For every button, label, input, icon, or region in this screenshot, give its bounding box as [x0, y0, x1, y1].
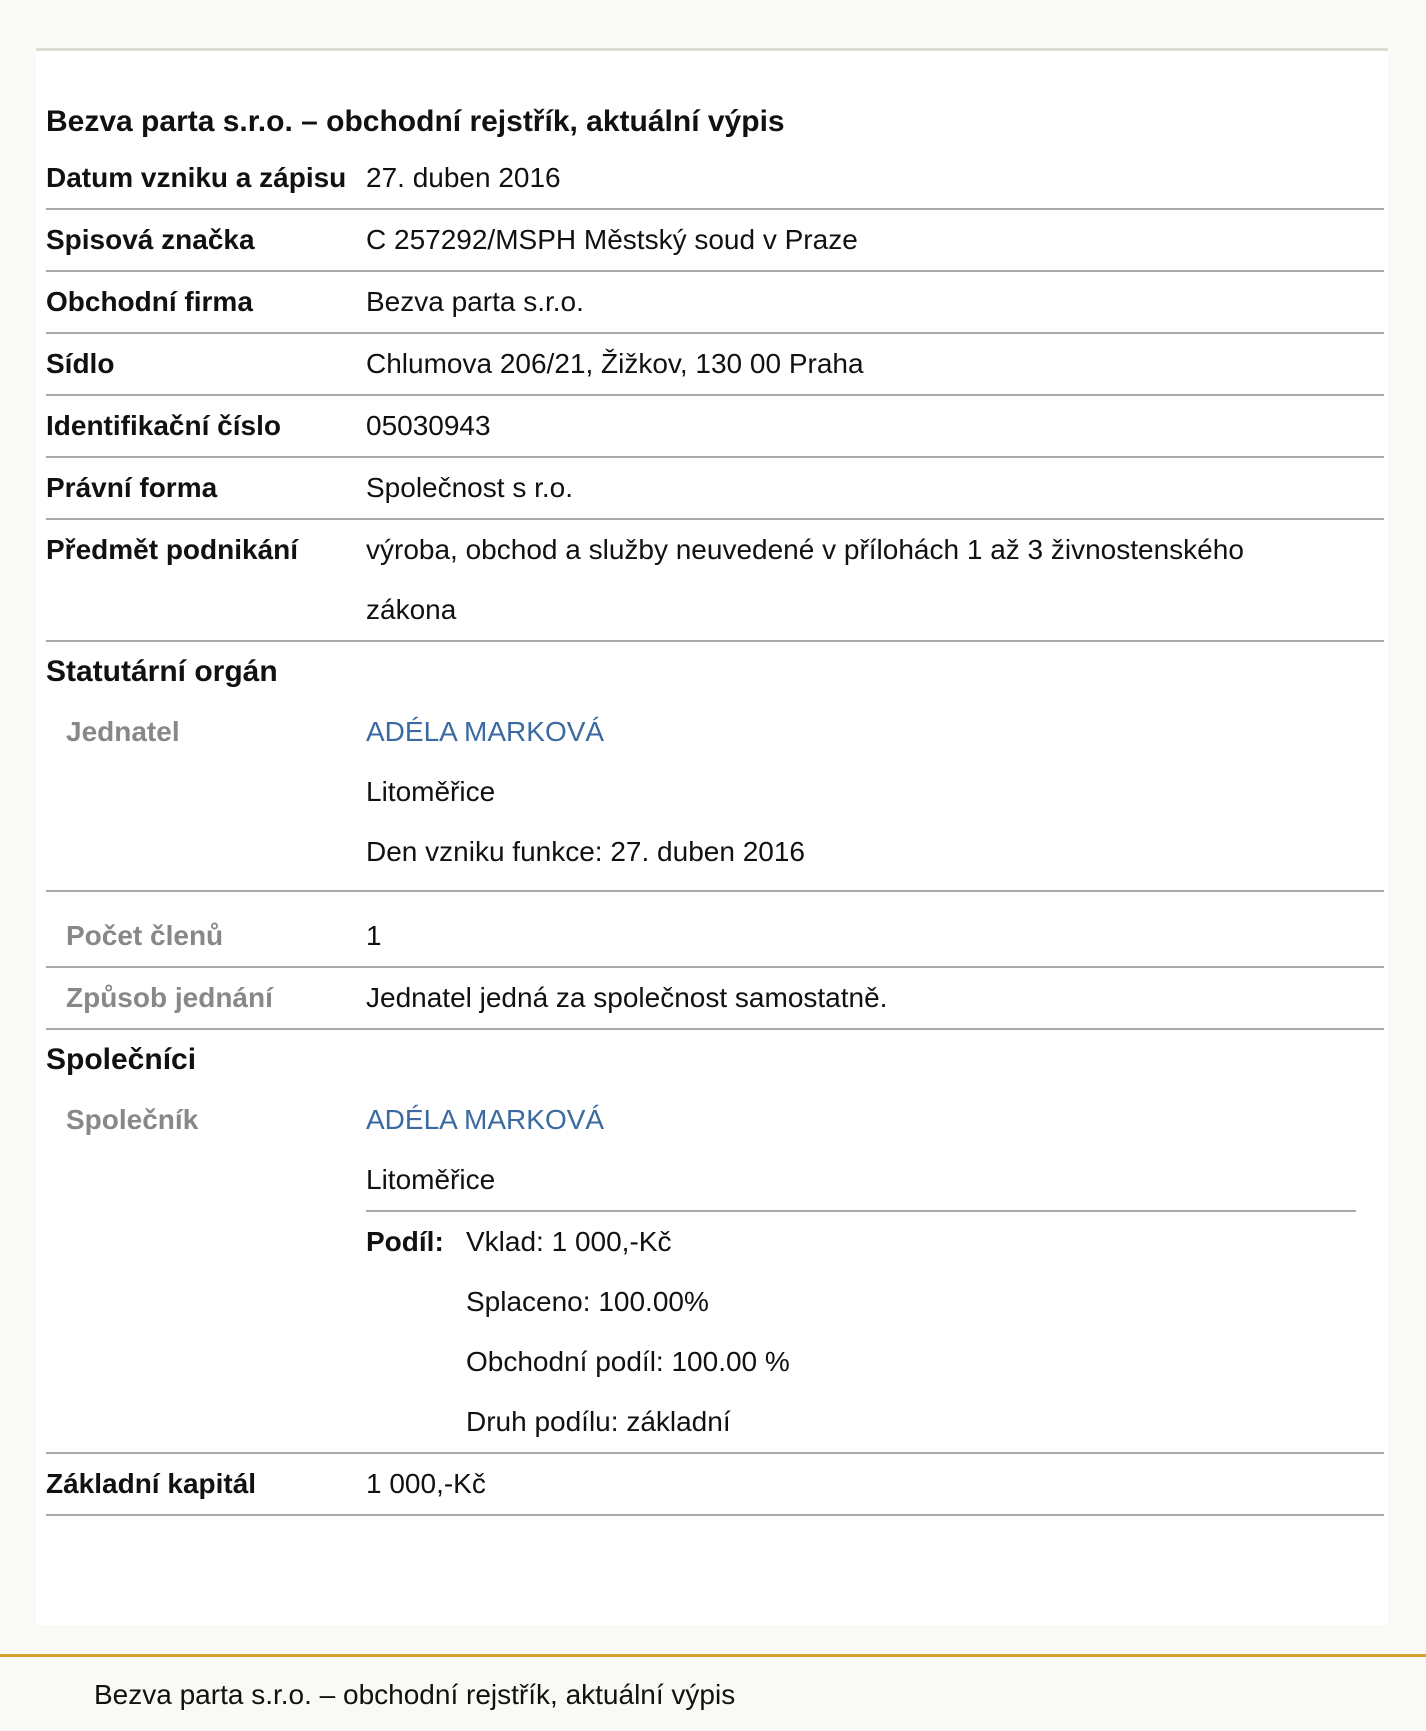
row-label: Právní forma — [46, 457, 366, 519]
row-value: 1 — [366, 891, 1384, 967]
person-city: Litoměřice — [366, 1164, 496, 1195]
row-label: Sídlo — [46, 333, 366, 395]
row-spolecnik — [46, 1090, 1384, 1453]
row-value: výroba, obchod a služby neuvedené v přílohách 1 až 3 živnostenského zákona — [366, 519, 1384, 641]
podil-splaceno: Splaceno: 100.00% — [466, 1286, 709, 1317]
row-label: Počet členů — [46, 891, 366, 967]
row-obchodni-firma — [46, 271, 1384, 333]
row-value: C 257292/MSPH Městský soud v Praze — [366, 209, 1384, 271]
row-zakladni-kapital — [46, 1453, 1384, 1515]
row-datum-vzniku — [46, 148, 1384, 209]
page-title: Bezva parta s.r.o. – obchodní rejstřík, aktuální výpis — [46, 105, 785, 138]
row-zpusob-jednani — [46, 967, 1384, 1029]
row-value: 05030943 — [366, 395, 1384, 457]
row-value: 27. duben 2016 — [366, 148, 1384, 209]
row-pravni-forma — [46, 457, 1384, 519]
person-name-link[interactable]: ADÉLA MARKOVÁ — [366, 1104, 605, 1135]
person-city: Litoměřice — [366, 776, 496, 807]
row-label: Základní kapitál — [46, 1453, 366, 1515]
function-since: Den vzniku funkce: 27. duben 2016 — [366, 836, 805, 867]
row-value — [366, 1090, 1384, 1453]
row-sidlo — [46, 333, 1384, 395]
section-statutarni — [46, 641, 1384, 702]
register-content — [46, 51, 1384, 1516]
row-label: Obchodní firma — [46, 271, 366, 333]
row-value: Jednatel jedná za společnost samostatně. — [366, 967, 1384, 1029]
podil-label: Podíl: — [366, 1226, 444, 1257]
footer — [0, 1654, 1426, 1731]
row-jednatel — [46, 702, 1384, 891]
row-label: Společník — [46, 1090, 366, 1453]
person-name-link[interactable]: ADÉLA MARKOVÁ — [366, 716, 605, 747]
section-heading: Společníci — [46, 1043, 197, 1076]
podil-details — [466, 1212, 790, 1452]
register-table — [46, 148, 1384, 1516]
podil-obchodni: Obchodní podíl: 100.00 % — [466, 1346, 790, 1377]
row-value: Bezva parta s.r.o. — [366, 271, 1384, 333]
row-label: Datum vzniku a zápisu — [46, 148, 366, 209]
row-label: Spisová značka — [46, 209, 366, 271]
register-card — [36, 48, 1388, 1625]
row-value: Chlumova 206/21, Žižkov, 130 00 Praha — [366, 333, 1384, 395]
row-value — [366, 702, 1384, 891]
section-spolecnici — [46, 1029, 1384, 1090]
row-value: 1 000,-Kč — [366, 1453, 1384, 1515]
row-label: Předmět podnikání — [46, 519, 366, 641]
row-spisova-znacka — [46, 209, 1384, 271]
podil-druh: Druh podílu: základní — [466, 1406, 731, 1437]
row-label: Jednatel — [46, 702, 366, 891]
row-label: Způsob jednání — [46, 967, 366, 1029]
row-value: Společnost s r.o. — [366, 457, 1384, 519]
podil-vklad: Vklad: 1 000,-Kč — [466, 1226, 672, 1257]
row-ico — [46, 395, 1384, 457]
row-label: Identifikační číslo — [46, 395, 366, 457]
row-predmet-podnikani — [46, 519, 1384, 641]
row-pocet-clenu — [46, 891, 1384, 967]
footer-title: Bezva parta s.r.o. – obchodní rejstřík, aktuální výpis — [94, 1679, 736, 1710]
section-heading: Statutární orgán — [46, 655, 278, 688]
podil-block — [366, 1210, 1356, 1452]
